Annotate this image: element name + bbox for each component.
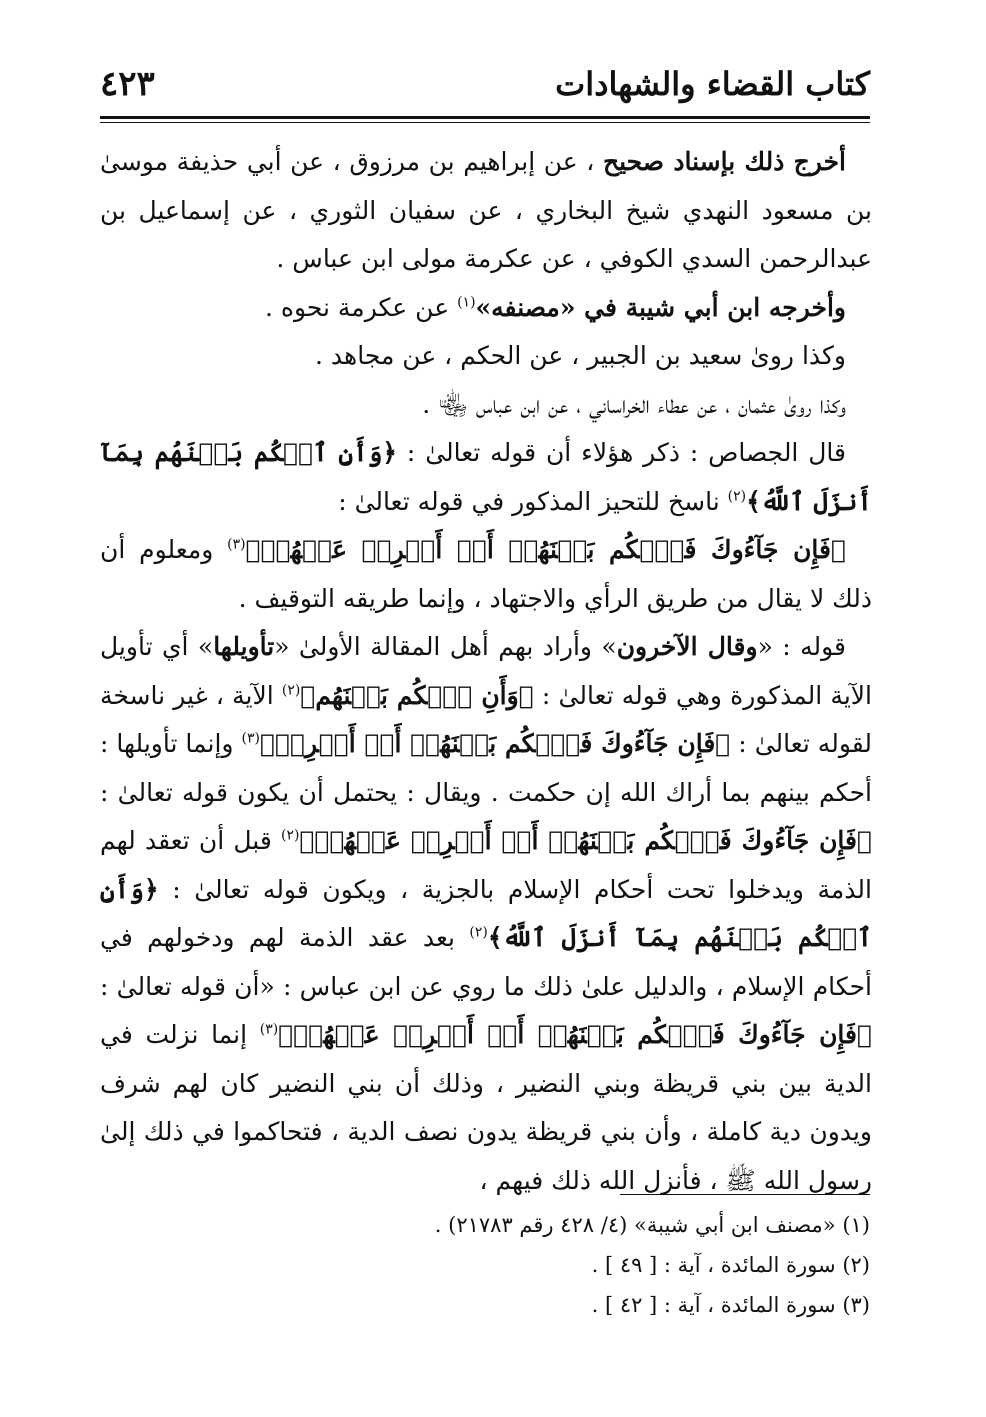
- paragraph-7: [100, 623, 872, 1205]
- quran-verse: ﴿فَإِن جَآءُوكَ فَٱحۡكُم بَيۡنَهُمۡ أَوۡ أَعۡرِضۡ عَنۡهُمۡ﴾: [299, 826, 872, 855]
- quran-verse: ﴿فَإِن جَآءُوكَ فَٱحۡكُم بَيۡنَهُمۡ أَوۡ أَعۡرِضۡ عَنۡهُمۡ﴾: [245, 535, 846, 564]
- paragraph-1: [100, 138, 872, 284]
- book-title: كتاب القضاء والشهادات: [555, 65, 870, 103]
- footnote-2: (٢) سورة المائدة ، آية : [ ٤٩ ] .: [591, 1253, 870, 1277]
- paragraph-text: ، عن إبراهيم بن مرزوق ، عن أبي حذيفة موسىٰ بن مسعود النهدي شيخ البخاري ، عن سفيان الثوري ، عن إسماعيل بن عبدالرحمن السدي الكوفي ، عن عكرمة مولى ابن عباس .: [100, 147, 872, 273]
- running-header: [100, 64, 870, 112]
- quran-verse: ﴿وَأَنِ ٱحۡكُم بَيۡنَهُم بِمَآ أَنزَلَ ٱللَّهُ﴾: [100, 438, 872, 516]
- footnote-ref: (١): [457, 294, 476, 311]
- footnotes: [100, 1205, 870, 1325]
- paragraph-5: [100, 429, 872, 526]
- paragraph-text: ومعلوم أن ذلك لا يقال من طريق الرأي والاجتهاد ، وإنما طريقه التوقيف .: [100, 535, 872, 613]
- footnote-ref: (٢): [469, 924, 488, 941]
- page-number: ٤٢٣: [100, 64, 155, 104]
- paragraph-4: وكذا روىٰ عثمان ، عن عطاء الخراساني ، عن ابن عباس ﵄ .: [422, 389, 846, 419]
- paragraph-text: وإنما تأويلها : أحكم بينهم بما أراك الله إن حكمت . ويقال : يحتمل أن يكون قوله تعالىٰ :: [100, 729, 872, 807]
- quran-verse: ﴿وَأَنِ ٱحۡكُم بَيۡنَهُم بِمَآ أَنزَلَ ٱللَّهُ﴾: [100, 874, 872, 952]
- paragraph-6: [100, 526, 872, 623]
- quran-verse: ﴿فَإِن جَآءُوكَ فَٱحۡكُم بَيۡنَهُمۡ أَوۡ أَعۡرِضۡ عَنۡهُمۡ﴾: [278, 1020, 872, 1049]
- main-text: [100, 138, 872, 1205]
- footnote-ref: (٣): [259, 1021, 279, 1038]
- header-rule-thin: [100, 122, 870, 123]
- footnote-ref: (٣): [241, 730, 260, 747]
- paragraph-text: الآية ، غير ناسخة لقوله تعالىٰ :: [100, 680, 872, 758]
- bold-phrase: وأخرجه ابن أبي شيبة في «مصنفه»: [475, 292, 846, 322]
- paragraph-text: عن عكرمة نحوه .: [264, 292, 458, 322]
- bold-phrase: أخرج ذلك بإسناد صحيح: [602, 147, 846, 176]
- footnote-ref: (٢): [727, 488, 747, 505]
- footnote-1: (١) «مصنف ابن أبي شيبة» (٤/ ٤٢٨ رقم ٢١٧٨٣) .: [434, 1213, 870, 1237]
- bold-phrase: وقال الآخرون: [616, 632, 758, 661]
- header-rule-thick: [100, 116, 870, 119]
- footnote-ref: (٣): [227, 536, 246, 553]
- quran-verse: ﴿فَإِن جَآءُوكَ فَٱحۡكُم بَيۡنَهُمۡ أَوۡ أَعۡرِضۡ﴾: [259, 729, 731, 758]
- paragraph-text: » وأراد بهم أهل المقالة الأولىٰ «: [274, 632, 617, 661]
- footnote-ref: (٢): [281, 682, 301, 699]
- paragraph-text: » أي تأويل الآية المذكورة وهي قوله تعالىٰ :: [100, 632, 872, 710]
- footnote-ref: (٢): [280, 827, 300, 844]
- paragraph-text: قال الجصاص : ذكر هؤلاء أن قوله تعالىٰ :: [397, 438, 846, 467]
- paragraph-3: وكذا روىٰ سعيد بن الجبير ، عن الحكم ، عن مجاهد .: [315, 341, 846, 370]
- paragraph-2: [100, 284, 872, 333]
- paragraph-text: بعد عقد الذمة لهم ودخولهم في أحكام الإسلام ، والدليل علىٰ ذلك ما روي عن ابن عباس : «أن قوله تعالىٰ :: [100, 923, 872, 1001]
- footnote-3: (٣) سورة المائدة ، آية : [ ٤٢ ] .: [591, 1293, 870, 1317]
- quran-verse: ﴿وَأَنِ ٱحۡكُم بَيۡنَهُم﴾: [300, 680, 534, 710]
- bold-phrase: تأويلها: [213, 632, 275, 661]
- footnote-separator: [620, 1194, 870, 1195]
- paragraph-text: قبل أن تعقد لهم الذمة ويدخلوا تحت أحكام الإسلام بالجزية ، ويكون قوله تعالىٰ :: [100, 826, 872, 904]
- paragraph-text: ناسخ للتحيز المذكور في قوله تعالىٰ :: [338, 486, 728, 516]
- paragraph-text: قوله : «: [757, 632, 846, 661]
- paragraph-text: إنما نزلت في الدية بين بني قريظة وبني النضير ، وذلك أن بني النضير كان لهم شرف ويدون دية كاملة ، وأن بني قريظة يدون نصف الدية ، فتحاكموا في ذلك إلىٰ رسول الله ﷺ ، فأنزل الله ذلك فيهم ،: [100, 1020, 872, 1195]
